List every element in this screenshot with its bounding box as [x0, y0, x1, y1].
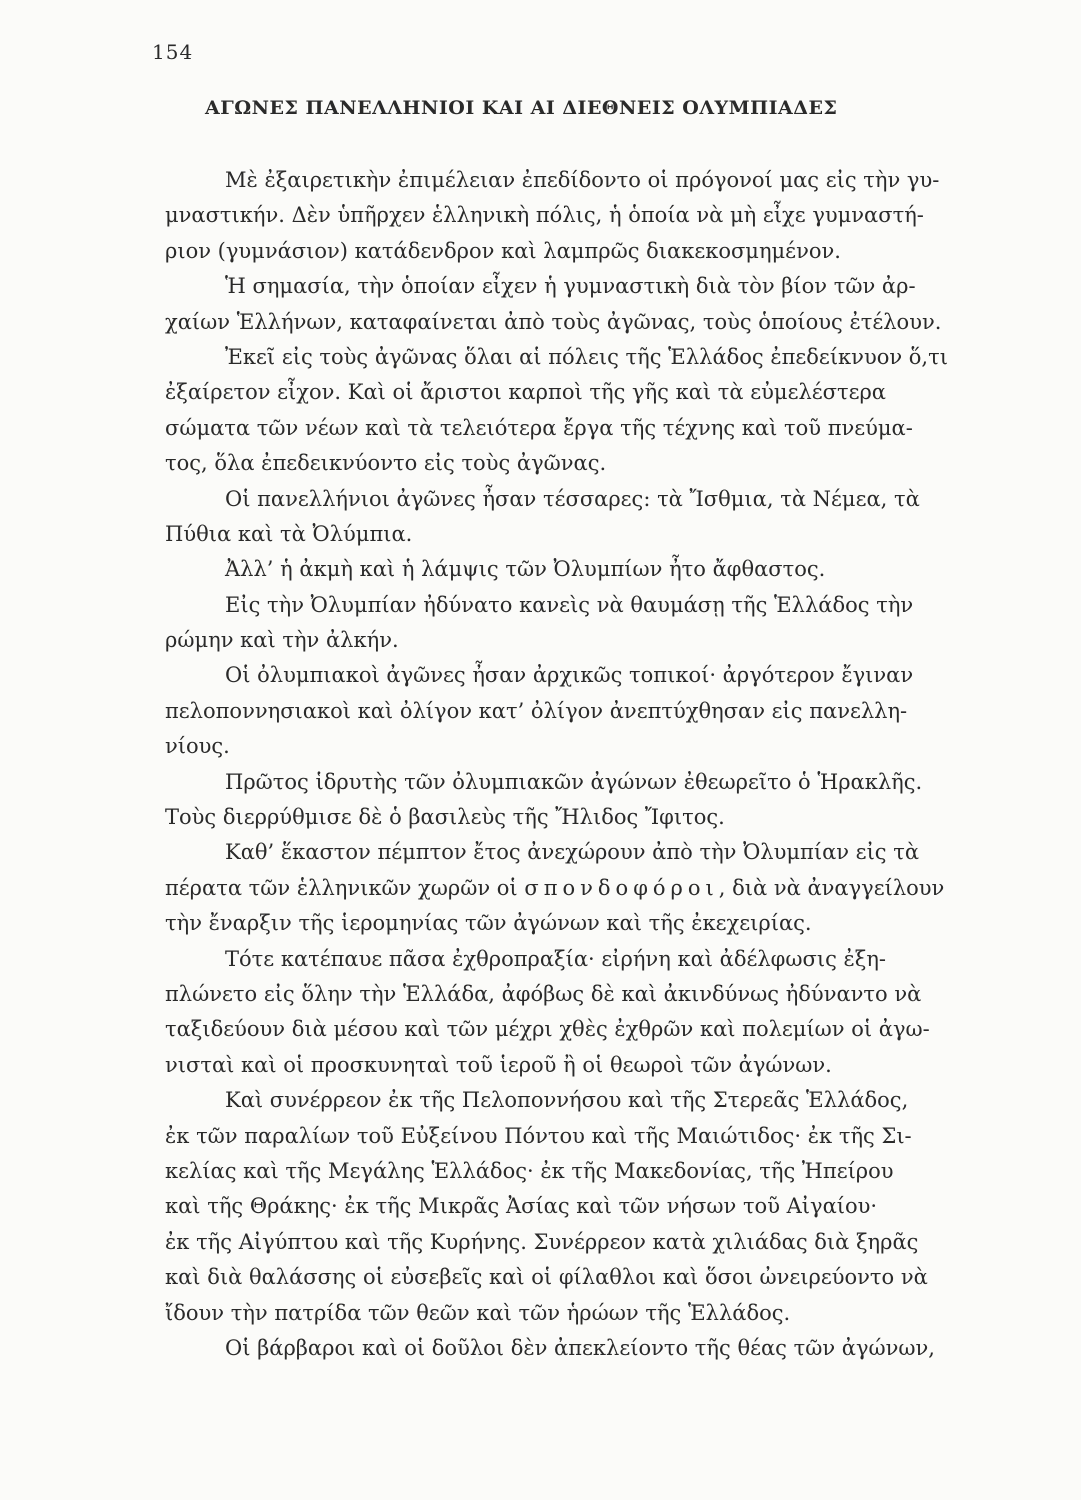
text-line: κελίας καὶ τῆς Μεγάλης Ἑλλάδος· ἐκ τῆς Μακεδονίας, τῆς Ἠπείρου: [165, 1158, 894, 1183]
body-text: [165, 163, 1040, 1366]
text-line: Οἱ βάρβαροι καὶ οἱ δοῦλοι δὲν ἀπεκλείοντο τῆς θέας τῶν ἀγώνων,: [225, 1335, 935, 1360]
text-line: Τοὺς διερρύθμισε δὲ ὁ βασιλεὺς τῆς Ἤλιδος Ἴφιτος.: [165, 805, 725, 830]
text-line: ἐκ τῆς Αἰγύπτου καὶ τῆς Κυρήνης. Συνέρρεον κατὰ χιλιάδας διὰ ξηρᾶς: [165, 1229, 919, 1254]
text-line: Οἱ ὀλυμπιακοὶ ἀγῶνες ἦσαν ἀρχικῶς τοπικοί· ἀργότερον ἔγιναν: [225, 663, 914, 688]
text-line: Ἡ σημασία, τὴν ὁποίαν εἶχεν ἡ γυμναστικὴ διὰ τὸν βίον τῶν ἀρ-: [225, 274, 916, 299]
text-line: χαίων Ἑλλήνων, καταφαίνεται ἀπὸ τοὺς ἀγῶνας, τοὺς ὁποίους ἐτέλουν.: [165, 309, 942, 334]
text-line: τος, ὅλα ἐπεδεικνύοντο εἰς τοὺς ἀγῶνας.: [165, 451, 607, 476]
text-line: καὶ τῆς Θράκης· ἐκ τῆς Μικρᾶς Ἀσίας καὶ τῶν νήσων τοῦ Αἰγαίου·: [165, 1194, 878, 1219]
text-line: νίους.: [165, 734, 230, 759]
text-segment: πέρατα τῶν ἑλληνικῶν χωρῶν οἱ: [165, 875, 518, 900]
text-line: ἐξαίρετον εἶχον. Καὶ οἱ ἄριστοι καρποὶ τῆς γῆς καὶ τὰ εὐμελέστερα: [165, 380, 886, 405]
text-line: ριον (γυμνάσιον) κατάδενδρον καὶ λαμπρῶς διακεκοσμημένον.: [165, 238, 841, 263]
chapter-title: ΑΓΩΝΕΣ ΠΑΝΕΛΛΗΝΙΟΙ ΚΑΙ ΑΙ ΔΙΕΘΝΕΙΣ ΟΛΥΜΠΙΑΔΕΣ: [205, 97, 838, 119]
text-line: Καὶ συνέρρεον ἐκ τῆς Πελοποννήσου καὶ τῆς Στερεᾶς Ἑλλάδος,: [225, 1088, 909, 1113]
text-line: Πύθια καὶ τὰ Ὀλύμπια.: [165, 521, 413, 546]
text-line: ρώμην καὶ τὴν ἀλκήν.: [165, 628, 399, 653]
text-line: Τότε κατέπαυε πᾶσα ἐχθροπραξία· εἰρήνη καὶ ἀδέλφωσις ἐξη-: [225, 946, 887, 971]
text-line: ἴδουν τὴν πατρίδα τῶν θεῶν καὶ τῶν ἡρώων τῆς Ἑλλάδος.: [165, 1300, 791, 1325]
text-line: Καθ’ ἕκαστον πέμπτον ἔτος ἀνεχώρουν ἀπὸ τὴν Ὀλυμπίαν εἰς τὰ: [225, 840, 920, 865]
text-line: Ἀλλ’ ἡ ἀκμὴ καὶ ἡ λάμψις τῶν Ὀλυμπίων ἦτο ἄφθαστος.: [225, 557, 826, 582]
text-line: πλώνετο εἰς ὅλην τὴν Ἑλλάδα, ἀφόβως δὲ καὶ ἀκινδύνως ἠδύναντο νὰ: [165, 981, 922, 1006]
text-line: σώματα τῶν νέων καὶ τὰ τελειότερα ἔργα τῆς τέχνης καὶ τοῦ πνεύμα-: [165, 415, 913, 440]
text-line: [165, 871, 1040, 906]
text-line: Ἐκεῖ εἰς τοὺς ἀγῶνας ὅλαι αἱ πόλεις τῆς Ἑλλάδος ἐπεδείκνυον ὅ,τι: [225, 344, 948, 369]
text-line: ἐκ τῶν παραλίων τοῦ Εὐξείνου Πόντου καὶ τῆς Μαιώτιδος· ἐκ τῆς Σι-: [165, 1123, 912, 1148]
text-line: Εἰς τὴν Ὀλυμπίαν ἠδύνατο κανεὶς νὰ θαυμάσῃ τῆς Ἑλλάδος τὴν: [225, 592, 914, 617]
text-line: Πρῶτος ἱδρυτὴς τῶν ὀλυμπιακῶν ἀγώνων ἐθεωρεῖτο ὁ Ἡρακλῆς.: [225, 769, 923, 794]
text-line: νισταὶ καὶ οἱ προσκυνηταὶ τοῦ ἱεροῦ ἢ οἱ θεωροὶ τῶν ἀγώνων.: [165, 1052, 832, 1077]
text-line: τὴν ἔναρξιν τῆς ἱερομηνίας τῶν ἀγώνων καὶ τῆς ἐκεχειρίας.: [165, 911, 812, 936]
spaced-term: σπονδοφόροι: [524, 875, 719, 900]
text-segment: , διὰ νὰ ἀναγγείλουν: [718, 875, 945, 900]
text-line: Οἱ πανελλήνιοι ἀγῶνες ἦσαν τέσσαρες: τὰ Ἴσθμια, τὰ Νέμεα, τὰ: [225, 486, 920, 511]
text-line: πελοποννησιακοὶ καὶ ὀλίγον κατ’ ὀλίγον ἀνεπτύχθησαν εἰς πανελλη-: [165, 698, 908, 723]
text-line: Μὲ ἐξαιρετικὴν ἐπιμέλειαν ἐπεδίδοντο οἱ πρόγονοί μας εἰς τὴν γυ-: [225, 168, 940, 192]
text-line: καὶ διὰ θαλάσσης οἱ εὐσεβεῖς καὶ οἱ φίλαθλοι καὶ ὅσοι ὠνειρεύοντο νὰ: [165, 1265, 928, 1290]
page-number: 154: [152, 40, 194, 64]
text-line: μναστικήν. Δὲν ὑπῆρχεν ἑλληνικὴ πόλις, ἡ ὁποία νὰ μὴ εἶχε γυμναστή-: [165, 203, 924, 228]
text-line: ταξιδεύουν διὰ μέσου καὶ τῶν μέχρι χθὲς ἐχθρῶν καὶ πολεμίων οἱ ἀγω-: [165, 1017, 930, 1042]
